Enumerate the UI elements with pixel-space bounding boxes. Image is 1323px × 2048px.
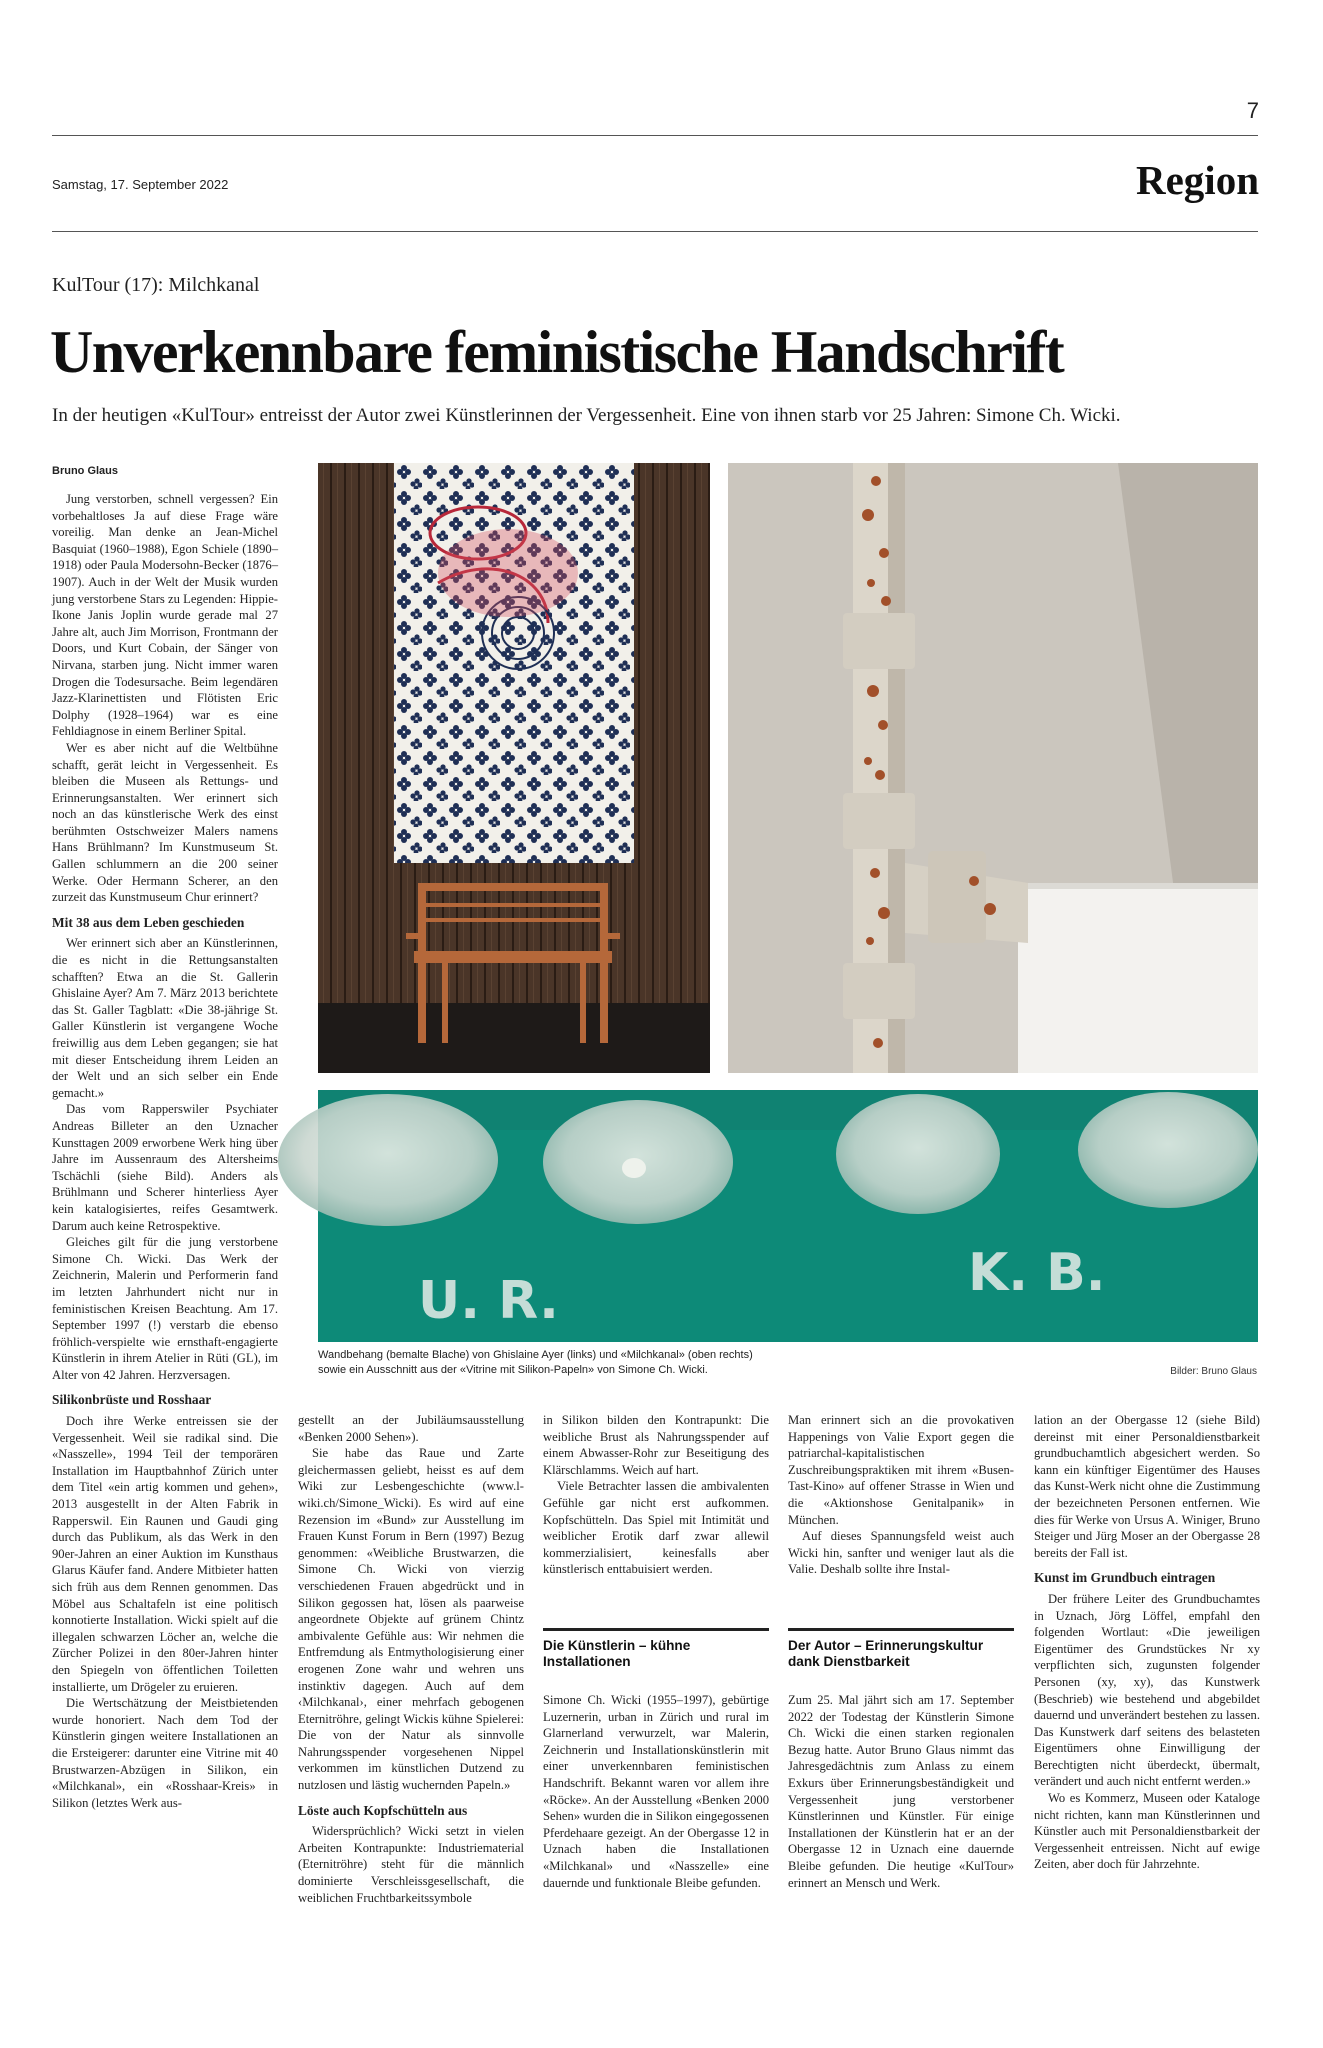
article-column-2 [298, 1412, 524, 1905]
box-artist-rule [543, 1628, 769, 1631]
paragraph: Sie habe das Raue und Zarte gleichermassen geliebt, heisst es auf dem Wiki zur Lesbengeschichte (www.l-wiki.ch/Simone_Wicki). Es wird auf eine Rezension im «Bund» zur Ausstellung im Frauen Kunst Forum in Bern (1997) Bezug genommen: «Weibliche Brustwarzen, die Simone Ch. Wicki von vierzig verschiedenen Frauen abgedrückt und in Silikon gegossen hat, lösen als paarweise angeordnete Objekte auf grünem Chintz ambivalente Gefühle aus: Wir nehmen die Entfremdung als Entmythologisierung einer erogenen Zone wahr und wehren uns instinktiv dagegen. Auch auf dem ‹Milchkanal›, einer mehrfach gebogenen Eternitröhre, gelingt Wickis kühne Spielerei: Die von der Natur als sinnvolle Nahrungsspender vorgesehenen Nippel verkommen im künstlichen Dutzend zu nutzlosen und lästig wuchernden Papeln.» [298, 1446, 524, 1793]
header-rule-bottom [52, 231, 1258, 232]
milchkanal-image [728, 463, 1258, 1073]
subheading: Silikonbrüste und Rosshaar [52, 1392, 212, 1408]
paragraph: Simone Ch. Wicki (1955–1997), gebürtige Luzernerin, urban in Zürich und rural im Glarnerland verwurzelt, war Malerin, Zeichnerin und Installationskünstlerin mit einer unverkennbaren feministischen Handschrift. Bekannt waren vor allem ihre «Röcke». An der Ausstellung «Benken 2000 Sehen» wurden die in Silikon eingegossenen Pferdehaare gezeigt. An der Obergasse 12 in Uznach haben die Installationen «Milchkanal» und «Nasszelle» eine dauernde und funktionale Bleibe gefunden. [543, 1693, 769, 1890]
page-number: 7 [1246, 98, 1259, 123]
paragraph: gestellt an der Jubiläumsausstellung «Benken 2000 Sehen»). [298, 1413, 524, 1444]
paragraph: Widersprüchlich? Wicki setzt in vielen Arbeiten Kontrapunkte: Industriematerial (Eternitröhre) steht für die männlich dominierte Verschleissgesellschaft, die weiblichen Fruchtbarkeitssymbole [298, 1824, 524, 1905]
box-artist-title: Die Künstlerin – kühne Installationen [543, 1638, 691, 1669]
paragraph: Wo es Kommerz, Museen oder Kataloge nicht richten, kann man Künstlerinnen und Künstler auch mit Personaldienstbarkeit der Vergessenheit entreissen. Nicht auf ewige Zeiten, aber doch für Jahrzehnte. [1034, 1791, 1260, 1872]
paragraph: in Silikon bilden den Kontrapunkt: Die weibliche Brust als Nahrungsspender auf einem Abwasser-Rohr zur Beseitigung des Klärschlamms. Weich auf hart. [543, 1413, 769, 1477]
article-column-5 [1034, 1412, 1260, 1892]
box-author-rule [788, 1628, 1014, 1631]
article-column-4 [788, 1412, 1014, 1612]
caption-line: sowie ein Ausschnitt aus der «Vitrine mit Silikon-Papeln» von Simone Ch. Wicki. [318, 1364, 708, 1376]
photo-caption [318, 1348, 878, 1378]
box-author-text [788, 1692, 1014, 1892]
subheading: Kunst im Grundbuch eintragen [1034, 1570, 1216, 1586]
box-artist-text [543, 1692, 769, 1892]
paragraph: Auf dieses Spannungsfeld weist auch Wicki hin, sanfter und weniger laut als die Valie. Deshalb sollte ihre Instal- [788, 1529, 1014, 1577]
article-author: Bruno Glaus [52, 465, 119, 477]
silicone-label-kb: K. B. [968, 1243, 1106, 1303]
paragraph: Gleiches gilt für die jung verstorbene Simone Ch. Wicki. Das Werk der Zeichnerin, Malerin und Performerin fand im letzten Jahrhundert nicht nur in feministischen Kreisen Beachtung. Am 17. September 1997 (!) verstarb die ebenso fröhlich-verspielte wie ernsthaft-engagierte Künstlerin in ihrem Atelier in Rüti (GL), im Alter von 42 Jahren. Herzversagen. [52, 1235, 278, 1382]
paragraph: Die Wertschätzung der Meistbietenden wurde honoriert. Nach dem Tod der Künstlerin gingen weitere Installationen an die Ersteigerer: darunter eine Vitrine mit 40 Brustwarzen-Abzügen in Silikon, ein «Milchkanal», ein «Rosshaar-Kreis» in Silikon (letztes Werk aus- [52, 1696, 278, 1810]
paragraph: Doch ihre Werke entreissen sie der Vergessenheit. Weil sie radikal sind. Die «Nasszelle», 1994 Teil der temporären Installation im Hauptbahnhof Zürich unter dem Titel «ein artig kommen und gehen», 2013 ausgestellt in der Alten Fabrik in Rapperswil. Ein Raunen und Gaudi ging durch das Publikum, als das Werk in den 90er-Jahren an einer Auktion im Kunsthaus Glarus Käufer fand. Andere Mitbieter hatten sich früh aus dem Rennen genommen. Das Möbel aus Schaltafeln ist eine politisch konnotierte Installation. Wicki spielt auf die illegalen schwarzen Löcher an, welche die Zürcher Polizei in den 80er-Jahren hinter den Spiegeln von öffentlichen Toiletten installierte, um Drögeler zu eruieren. [52, 1414, 278, 1694]
silicone-vitrine-image [318, 1090, 1258, 1342]
article-lead: In der heutigen «KulTour» entreisst der Autor zwei Künstlerinnen der Vergessenheit. Eine von ihnen starb vor 25 Jahren: Simone Ch. Wicki. [52, 405, 1121, 426]
paragraph: Zum 25. Mal jährt sich am 17. September 2022 der Todestag der Künstlerin Simone Ch. Wicki die einen starken regionalen Bezug hatte. Autor Bruno Glaus nimmt das Jahresgedächtnis zum Anlass zu einem Exkurs über Erinnerungsbeständigkeit und Vergessenheit jung verstorbener Künstlerinnen und Künstler. Für einige Installationen der Künstlerin hat er an der Obergasse 12 in Uznach eine dauernde Bleibe gefunden. Die heutige «KulTour» erinnert an Mensch und Werk. [788, 1693, 1014, 1890]
silicone-label-ur: U. R. [418, 1271, 559, 1331]
photo-silicone-vitrine [318, 1090, 1258, 1342]
paragraph: Viele Betrachter lassen die ambivalenten Gefühle gar nicht erst aufkommen. Kopfschütteln. Das Spiel mit Intimität und weiblicher Erotik darf zwar allewil kommerzialisiert, keinesfalls aber künstlerisch enttabuisiert werden. [543, 1479, 769, 1577]
issue-date: Samstag, 17. September 2022 [52, 177, 229, 192]
article-column-1 [52, 465, 278, 1865]
photo-milchkanal [728, 463, 1258, 1073]
paragraph: lation an der Obergasse 12 (siehe Bild) dereinst mit einer Personaldienstbarkeit grundbuchamtlich abgesichert werden. So kann ein künftiger Eigentümer des Hauses das Kunst-Werk nicht ohne die Zustimmung der bezeichneten Personen entfernen. Wie dies für Werke von Ursus A. Winiger, Bruno Steiger und Jürg Moser an der Obergasse 28 bereits der Fall ist. [1034, 1413, 1260, 1560]
section-title: Region [1136, 157, 1259, 203]
paragraph: Wer es aber nicht auf die Weltbühne schafft, gerät leicht in Vergessenheit. Es bleiben die Museen als Rettungs- und Erinnerungsanstalten. Wer erinnert sich noch an das künstlerische Werk des einst berühmten Ostschweizer Malers namens Hans Brühlmann? Im Kunstmuseum St. Gallen schlummern an die 200 seiner Werke. Oder Hermann Scherer, an den zurzeit das Kunstmuseum Chur erinnert? [52, 740, 278, 905]
article-column-3 [543, 1412, 769, 1612]
paragraph: Wer erinnert sich aber an Künstlerinnen, die es nicht in die Rettungsanstalten schafften? Etwa an die St. Gallerin Ghislaine Ayer? Am 7. März 2013 berichtete das St. Galler Tagblatt: «Die 38-jährige St. Galler Künstlerin ist vergangene Woche freiwillig aus dem Leben gegangen; sie hat mit dieser Entscheidung ihrem Leiden an der Welt und an sich selber ein Ende gemacht.» [52, 936, 278, 1100]
article-headline: Unverkennbare feministische Handschrift [50, 319, 1064, 385]
wall-hanging-image [318, 463, 710, 1073]
photo-credit: Bilder: Bruno Glaus [1170, 1366, 1257, 1377]
subheading: Löste auch Kopfschütteln aus [298, 1802, 468, 1818]
photo-wall-hanging [318, 463, 710, 1073]
caption-line: Wandbehang (bemalte Blache) von Ghislaine Ayer (links) und «Milchkanal» (oben rechts) [318, 1349, 753, 1361]
paragraph: Der frühere Leiter des Grundbuchamtes in Uznach, Jörg Löffel, empfahl den folgenden Wortlaut: «Die jeweiligen Eigentümer des Grundstückes Nr xy verpflichten sich, zugunsten folgender Personen (xy, xy), das Kunstwerk (Beschrieb) wie bestehend und abgebildet dauernd und unverändert bestehen zu lassen. Das Kunstwerk darf seitens des belasteten Eigentümers ohne Einwilligung der Berechtigten nicht überdeckt, übermalt, verändert und auch nicht entfernt werden.» [1034, 1591, 1260, 1789]
article-kicker: KulTour (17): Milchkanal [52, 274, 260, 296]
paragraph: Man erinnert sich an die provokativen Happenings von Valie Export gegen die patriarchal-kapitalistischen Zuschreibungspraktiken mit ihrem «Busen-Tast-Kino» auf offener Strasse in Wien und die «Aktionshose Genitalpanik» in München. [788, 1413, 1014, 1527]
paragraph: Jung verstorben, schnell vergessen? Ein vorbehaltloses Ja auf diese Frage wäre voreilig. Man denke an Jean-Michel Basquiat (1960–1988), Egon Schiele (1890–1918) oder Paula Modersohn-Becker (1876–1907). Auch in der Welt der Musik wurden jung verstorbene Stars zu Legenden: Hippie-Ikone Janis Joplin wurde gerade mal 27 Jahre alt, auch Jim Morrison, Frontmann der Doors, und Kurt Cobain, der Sänger von Nirvana, starben jung. Nicht immer waren Drogen die Todesursache. Beim legendären Jazz-Klarinettisten und Flötisten Eric Dolphy (1928–1964) war es eine Fehldiagnose in einem Berliner Spital. [52, 492, 278, 739]
paragraph: Das vom Rapperswiler Psychiater Andreas Billeter an den Uznacher Kunsttagen 2009 erworbene Werk hing über Jahre im Aussenraum des Altersheims Tschächli (siehe Bild). Anders als Brühlmann und Scherer hinterliess Ayer kein katalogisiertes, reifes Gesamtwerk. Darum auch keine Retrospektive. [52, 1102, 278, 1233]
subheading: Mit 38 aus dem Leben geschieden [52, 914, 245, 930]
box-author-title: Der Autor – Erinnerungskultur dank Dienstbarkeit [788, 1638, 984, 1669]
header-rule [52, 135, 1258, 136]
